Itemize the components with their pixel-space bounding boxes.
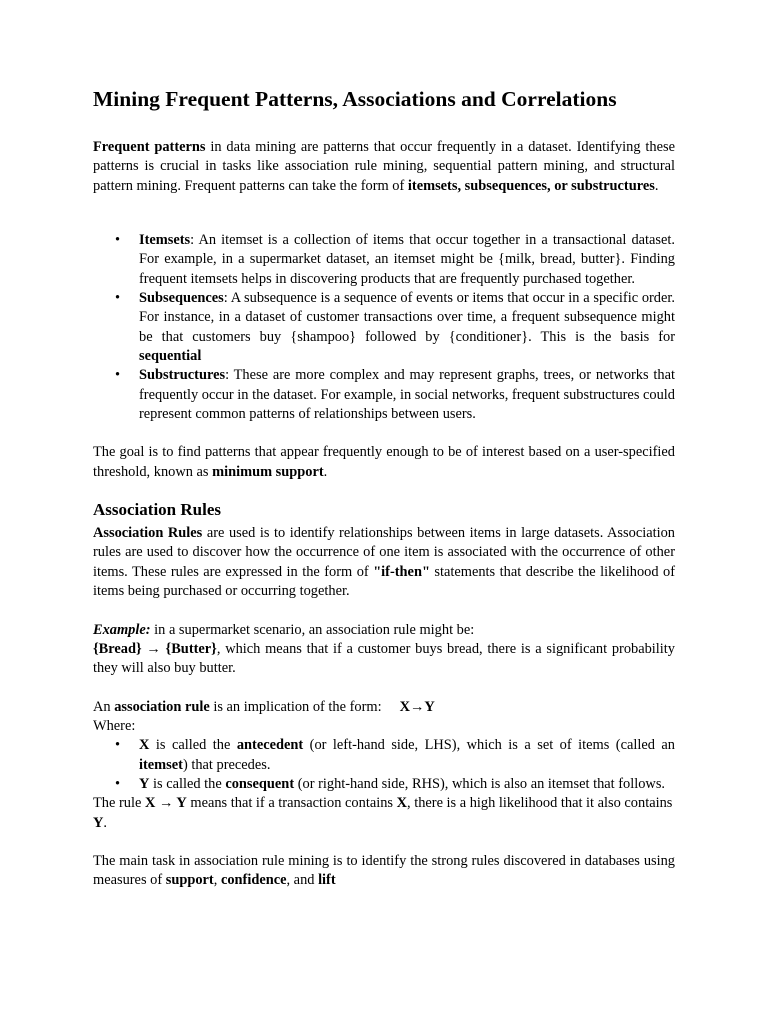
rule-definition: [93, 698, 675, 717]
intro-text-2: .: [654, 177, 659, 194]
term-substructures: Substructures: [139, 367, 226, 384]
task-text-3: , and: [286, 872, 319, 889]
term-itemset: itemset: [139, 756, 183, 773]
list-item-subsequences: [93, 289, 675, 366]
task-text-2: ,: [213, 872, 221, 889]
intro-paragraph: [93, 138, 675, 196]
term-confidence: confidence: [220, 872, 287, 889]
task-text-1: The main task in association rule mining is to identify the strong rules discovered in databases using measures of: [93, 853, 675, 889]
antecedent-text-2: (or left-hand side, LHS), which is a set of items (called an: [303, 737, 675, 754]
goal-bold-min-support: minimum support: [212, 463, 324, 480]
term-lift: lift: [318, 872, 336, 889]
spacer: [93, 482, 675, 498]
example-text-2: , which means that if a customer buys bread, there is a significant probability they will also buy butter.: [93, 640, 675, 677]
spacer: [93, 215, 675, 231]
spacer: [93, 678, 675, 697]
intro-text-1: in data mining are patterns that occur frequently in a dataset. Identifying these patterns is crucial in tasks like association rule mining, sequential pattern mining, and structural pattern mining. Frequent patterns can take the form of: [93, 139, 675, 194]
rule-def-bold: association rule: [114, 698, 210, 715]
antecedent-text-3: ) that precedes.: [182, 756, 271, 773]
goal-text-1: The goal is to find patterns that appear frequently enough to be of interest based on a user-specified threshold, known as: [93, 444, 675, 480]
consequent-text-1: is called the: [149, 775, 226, 792]
list-item-itemsets: [93, 231, 675, 289]
example-rule: {Bread} → {Butter}: [93, 640, 217, 657]
term-antecedent: antecedent: [236, 737, 304, 754]
goal-text-2: .: [323, 463, 328, 480]
where-label: Where:: [93, 718, 136, 735]
pattern-types-list: [93, 231, 675, 424]
term-sequential: sequential: [139, 347, 202, 364]
page-title: Mining Frequent Patterns, Associations and Correlations: [93, 87, 617, 111]
section-heading-association-rules: Association Rules: [93, 500, 221, 520]
meaning-text-4: .: [103, 814, 108, 831]
meaning-y: Y: [93, 814, 104, 831]
assoc-bold-term: Association Rules: [93, 525, 203, 542]
example-label: Example:: [93, 621, 151, 638]
meaning-text-3: , there is a high likelihood that it also contains: [407, 795, 673, 812]
text-subsequences: : A subsequence is a sequence of events or items that occur in a specific order. For instance, in a dataset of customer transactions over time, a frequent subsequence might be that customers buy {shampoo} followed by {conditioner}. This is the basis for: [139, 290, 675, 345]
rule-parts-list: [93, 736, 675, 794]
spacer: [93, 833, 675, 852]
text-itemsets: : An itemset is a collection of items that occur together in a transactional dataset. For example, in a supermarket dataset, an itemset might be {milk, bread, butter}. Finding frequent itemsets helps in discovering products that are frequently purchased together.: [139, 232, 675, 287]
example-line: [93, 621, 675, 640]
var-y: Y: [139, 775, 150, 792]
intro-bold-forms: itemsets, subsequences, or substructures: [407, 177, 655, 194]
example-text-1: in a supermarket scenario, an association rule might be:: [150, 621, 475, 638]
spacer: [93, 601, 675, 620]
meaning-rule: X → Y: [144, 795, 187, 812]
rule-def-text-2: is an implication of the form:: [209, 698, 382, 715]
main-task-paragraph: [93, 852, 675, 891]
list-item-antecedent: [93, 736, 675, 775]
term-itemsets: Itemsets: [139, 232, 191, 249]
assoc-text-2: statements that describe the likelihood of items being purchased or occurring together.: [93, 563, 675, 599]
association-paragraph: [93, 524, 675, 601]
consequent-text-2: (or right-hand side, RHS), which is also an itemset that follows.: [294, 775, 666, 792]
meaning-text-2: means that if a transaction contains: [186, 795, 397, 812]
spacer: [93, 424, 675, 443]
spacer: [93, 196, 675, 215]
term-consequent: consequent: [225, 775, 295, 792]
assoc-bold-if-then: "if-then": [373, 563, 430, 580]
list-item-consequent: [93, 775, 675, 794]
var-x: X: [139, 737, 150, 754]
meaning-text-1: The rule: [93, 795, 145, 812]
rule-formula: X→Y: [399, 698, 435, 715]
intro-bold-term: Frequent patterns: [93, 139, 206, 155]
rule-def-text-1: An: [93, 698, 115, 715]
assoc-text-1: are used is to identify relationships between items in large datasets. Association rules are used to discover how the occurrence of one item is associated with the occurrence of other items. These rules are expressed in the form of: [93, 525, 675, 580]
goal-paragraph: [93, 443, 675, 482]
rule-meaning-paragraph: [93, 794, 675, 833]
example-rule-paragraph: [93, 640, 675, 679]
document-page: [93, 84, 675, 891]
meaning-x: X: [396, 795, 407, 812]
term-subsequences: Subsequences: [139, 290, 224, 307]
text-substructures: : These are more complex and may represent graphs, trees, or networks that frequently occur in the dataset. For example, in social networks, frequent substructures could represent common patterns of relationships between users.: [139, 367, 675, 422]
term-support: support: [165, 872, 214, 889]
list-item-substructures: [93, 366, 675, 424]
antecedent-text-1: is called the: [149, 737, 237, 754]
